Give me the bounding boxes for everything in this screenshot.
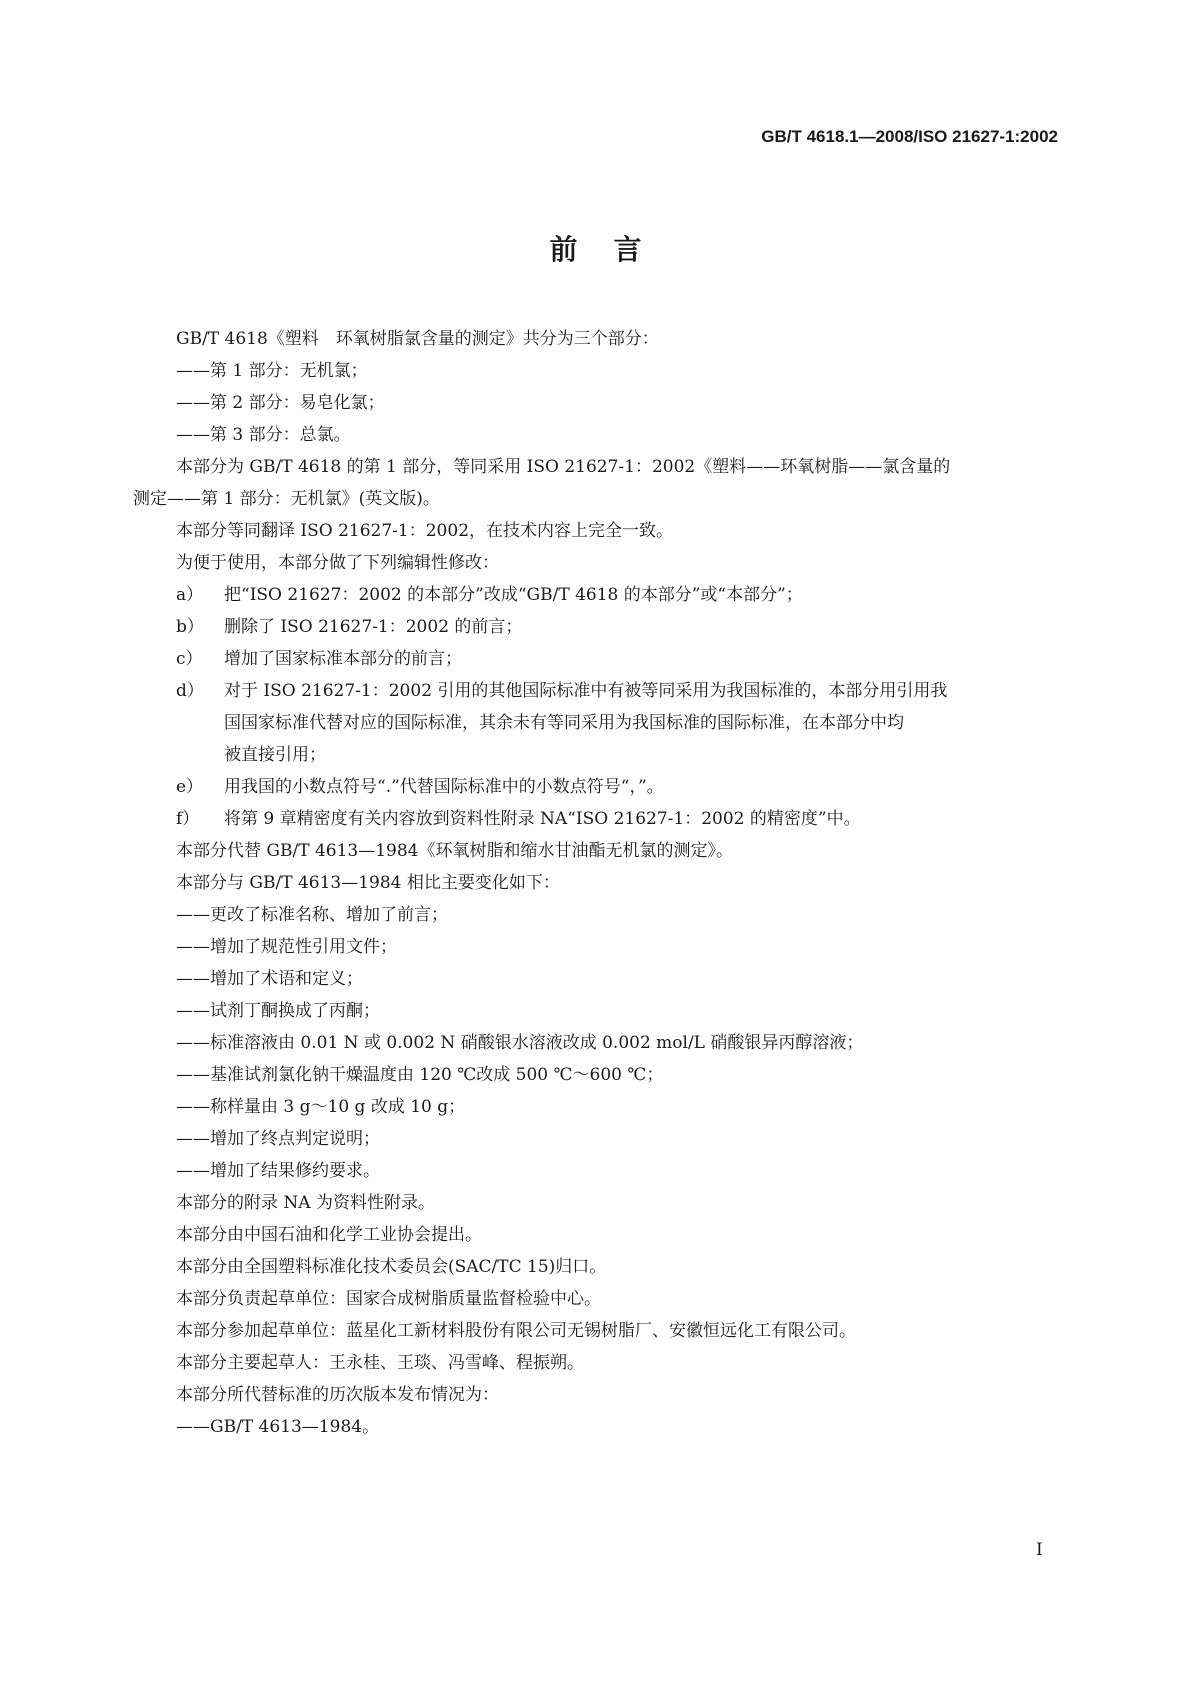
list-text: 用我国的小数点符号“.”代替国际标准中的小数点符号“，”。	[224, 777, 664, 797]
list-text: 删除了 ISO 21627-1：2002 的前言；	[224, 617, 523, 637]
list-item	[133, 675, 1064, 707]
paragraph: 本部分的附录 NA 为资料性附录。	[176, 1193, 435, 1213]
list-item: ——GB/T 4613—1984。	[176, 1417, 380, 1437]
page-title: 前言	[549, 233, 678, 266]
standard-code: GB/T 4618.1—2008/ISO 21627-1:2002	[761, 127, 1058, 146]
paragraph: 本部分由中国石油和化学工业协会提出。	[176, 1225, 482, 1245]
list-marker: e）	[176, 777, 204, 797]
list-item: ——基准试剂氯化钠干燥温度由 120 ℃改成 500 ℃～600 ℃；	[176, 1065, 664, 1085]
list-item: ——第 3 部分：总氯。	[176, 425, 351, 445]
list-text: 增加了国家标准本部分的前言；	[224, 649, 462, 669]
list-marker: a）	[176, 585, 204, 605]
list-text: 对于 ISO 21627-1：2002 引用的其他国际标准中有被等同采用为我国标准的，本部分用引用我	[224, 681, 948, 701]
list-text: 将第 9 章精密度有关内容放到资料性附录 NA“ISO 21627-1：2002 的精密度”中。	[224, 809, 861, 829]
paragraph: GB/T 4618《塑料 环氧树脂氯含量的测定》共分为三个部分：	[176, 329, 659, 349]
list-item: ——增加了规范性引用文件；	[176, 937, 397, 957]
list-item: ——第 2 部分：易皂化氯；	[176, 393, 385, 413]
list-item: ——试剂丁酮换成了丙酮；	[176, 1001, 380, 1021]
list-marker: c）	[176, 649, 203, 669]
paragraph: 本部分与 GB/T 4613—1984 相比主要变化如下：	[176, 873, 560, 893]
paragraph: 为便于使用，本部分做了下列编辑性修改：	[176, 553, 499, 573]
paragraph: 本部分代替 GB/T 4613—1984《环氧树脂和缩水甘油酯无机氯的测定》。	[176, 841, 733, 861]
list-item: ——增加了终点判定说明；	[176, 1129, 380, 1149]
list-item: ——称样量由 3 g～10 g 改成 10 g；	[176, 1097, 466, 1117]
list-continuation: 被直接引用；	[224, 745, 326, 765]
foreword-body	[133, 323, 1064, 1443]
paragraph: 本部分为 GB/T 4618 的第 1 部分，等同采用 ISO 21627-1：2002《塑料——环氧树脂——氯含量的	[176, 457, 951, 477]
paragraph: 本部分所代替标准的历次版本发布情况为：	[176, 1385, 499, 1405]
paragraph: 本部分等同翻译 ISO 21627-1：2002，在技术内容上完全一致。	[176, 521, 674, 541]
list-item	[133, 611, 1064, 643]
paragraph: 本部分参加起草单位：蓝星化工新材料股份有限公司无锡树脂厂、安徽恒远化工有限公司。	[176, 1321, 856, 1341]
list-marker: b）	[176, 617, 204, 637]
paragraph: 本部分由全国塑料标准化技术委员会(SAC/TC 15)归口。	[176, 1257, 607, 1277]
list-item: ——第 1 部分：无机氯；	[176, 361, 368, 381]
list-marker: d）	[176, 681, 204, 701]
page-number: I	[1036, 1540, 1043, 1560]
paragraph: 本部分负责起草单位：国家合成树脂质量监督检验中心。	[176, 1289, 601, 1309]
list-text: 把“ISO 21627：2002 的本部分”改成“GB/T 4618 的本部分”或“本部分”；	[224, 585, 803, 605]
list-continuation: 国国家标准代替对应的国际标准，其余未有等同采用为我国标准的国际标准，在本部分中均	[224, 713, 904, 733]
list-item: ——更改了标准名称、增加了前言；	[176, 905, 448, 925]
list-item	[133, 771, 1064, 803]
list-item: ——标准溶液由 0.01 N 或 0.002 N 硝酸银水溶液改成 0.002 mol/L 硝酸银异丙醇溶液；	[176, 1033, 864, 1053]
paragraph: 本部分主要起草人：王永桂、王琰、冯雪峰、程振朔。	[176, 1353, 584, 1373]
list-item	[133, 643, 1064, 675]
paragraph-continuation: 测定——第 1 部分：无机氯》(英文版)。	[133, 489, 440, 509]
list-item: ——增加了结果修约要求。	[176, 1161, 380, 1181]
list-marker: f）	[176, 809, 200, 829]
list-item: ——增加了术语和定义；	[176, 969, 363, 989]
list-item	[133, 803, 1064, 835]
list-item	[133, 579, 1064, 611]
